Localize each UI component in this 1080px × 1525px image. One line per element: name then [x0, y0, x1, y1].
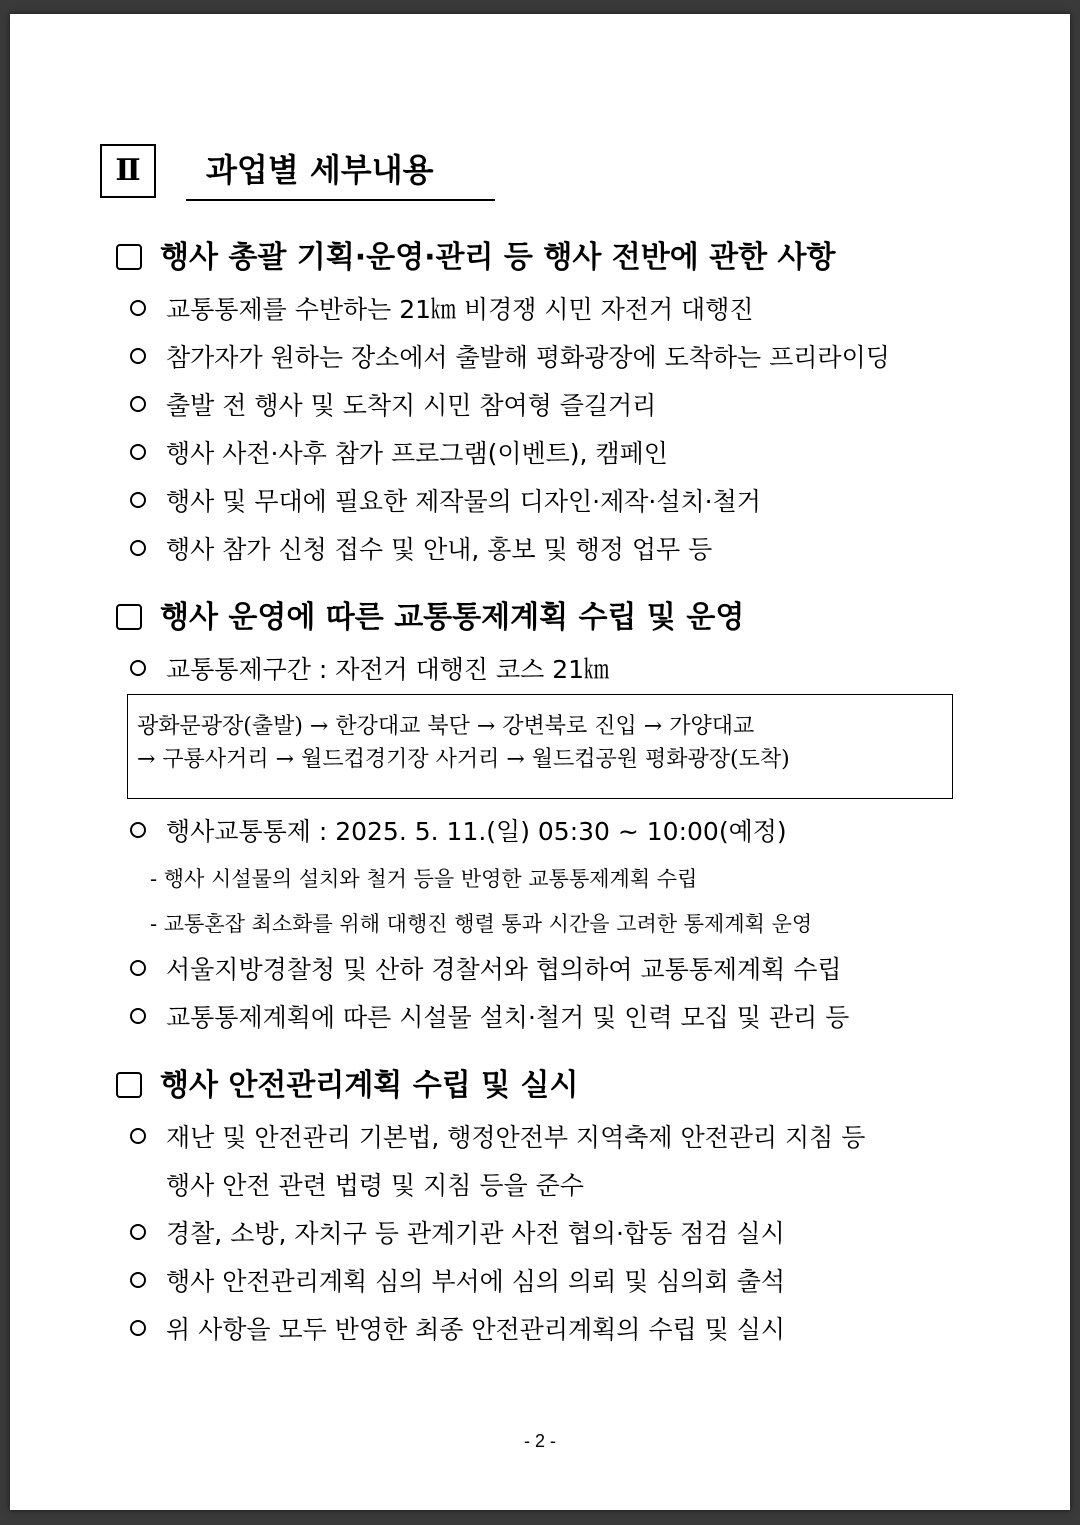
list-item: 행사교통통제 : 2025. 5. 11.(일) 05:30 ~ 10:00(예정)	[130, 816, 787, 848]
list-item: 참가자가 원하는 장소에서 출발해 평화광장에 도착하는 프리라이딩	[130, 342, 890, 374]
list-item-continuation: 행사 안전 관련 법령 및 지침 등을 준수	[166, 1171, 584, 1200]
list-item: 위 사항을 모두 반영한 최종 안전관리계획의 수립 및 실시	[130, 1314, 785, 1346]
section-number: Ⅱ	[100, 144, 156, 198]
list-item: 교통통제를 수반하는 21㎞ 비경쟁 시민 자전거 대행진	[130, 294, 754, 326]
section-title: 과업별 세부내용	[206, 151, 434, 189]
circle-bullet-icon	[130, 1128, 146, 1144]
route-line: → 구룡사거리 → 월드컵경기장 사거리 → 월드컵공원 평화광장(도착)	[137, 747, 790, 772]
circle-bullet-icon	[130, 540, 146, 556]
list-item: 출발 전 행사 및 도착지 시민 참여형 즐길거리	[130, 390, 656, 422]
circle-bullet-icon	[130, 396, 146, 412]
checkbox-icon	[116, 604, 142, 630]
block-heading: 행사 총괄 기획·운영·관리 등 행사 전반에 관한 사항	[116, 240, 836, 276]
checkbox-icon	[116, 1072, 142, 1098]
document-page	[10, 14, 1070, 1510]
circle-bullet-icon	[130, 1320, 146, 1336]
list-item: 서울지방경찰청 및 산하 경찰서와 협의하여 교통통제계획 수립	[130, 954, 842, 986]
list-item: 경찰, 소방, 자치구 등 관계기관 사전 협의·합동 점검 실시	[130, 1218, 785, 1250]
page-number: - 2 -	[523, 1431, 556, 1451]
list-item: 교통통제구간 : 자전거 대행진 코스 21㎞	[130, 654, 609, 686]
route-box	[127, 694, 953, 799]
block-heading: 행사 안전관리계획 수립 및 실시	[116, 1068, 579, 1104]
list-item: 재난 및 안전관리 기본법, 행정안전부 지역축제 안전관리 지침 등	[130, 1122, 865, 1154]
circle-bullet-icon	[130, 1008, 146, 1024]
circle-bullet-icon	[130, 1272, 146, 1288]
list-item: 교통통제계획에 따른 시설물 설치·철거 및 인력 모집 및 관리 등	[130, 1002, 849, 1034]
circle-bullet-icon	[130, 444, 146, 460]
sub-item: - 행사 시설물의 설치와 철거 등을 반영한 교통통제계획 수립	[150, 867, 698, 891]
circle-bullet-icon	[130, 822, 146, 838]
circle-bullet-icon	[130, 348, 146, 364]
checkbox-icon	[116, 244, 142, 270]
circle-bullet-icon	[130, 300, 146, 316]
circle-bullet-icon	[130, 660, 146, 676]
circle-bullet-icon	[130, 1224, 146, 1240]
sub-item: - 교통혼잡 최소화를 위해 대행진 행렬 통과 시간을 고려한 통제계획 운영	[150, 912, 813, 936]
list-item: 행사 참가 신청 접수 및 안내, 홍보 및 행정 업무 등	[130, 534, 712, 566]
title-underline	[186, 199, 495, 201]
list-item: 행사 및 무대에 필요한 제작물의 디자인·제작·설치·철거	[130, 486, 761, 518]
circle-bullet-icon	[130, 492, 146, 508]
route-line: 광화문광장(출발) → 한강대교 북단 → 강변북로 진입 → 가양대교	[137, 714, 755, 739]
block-heading: 행사 운영에 따른 교통통제계획 수립 및 운영	[116, 600, 744, 636]
list-item: 행사 사전·사후 참가 프로그램(이벤트), 캠페인	[130, 438, 668, 470]
circle-bullet-icon	[130, 960, 146, 976]
list-item: 행사 안전관리계획 심의 부서에 심의 의뢰 및 심의회 출석	[130, 1266, 785, 1298]
